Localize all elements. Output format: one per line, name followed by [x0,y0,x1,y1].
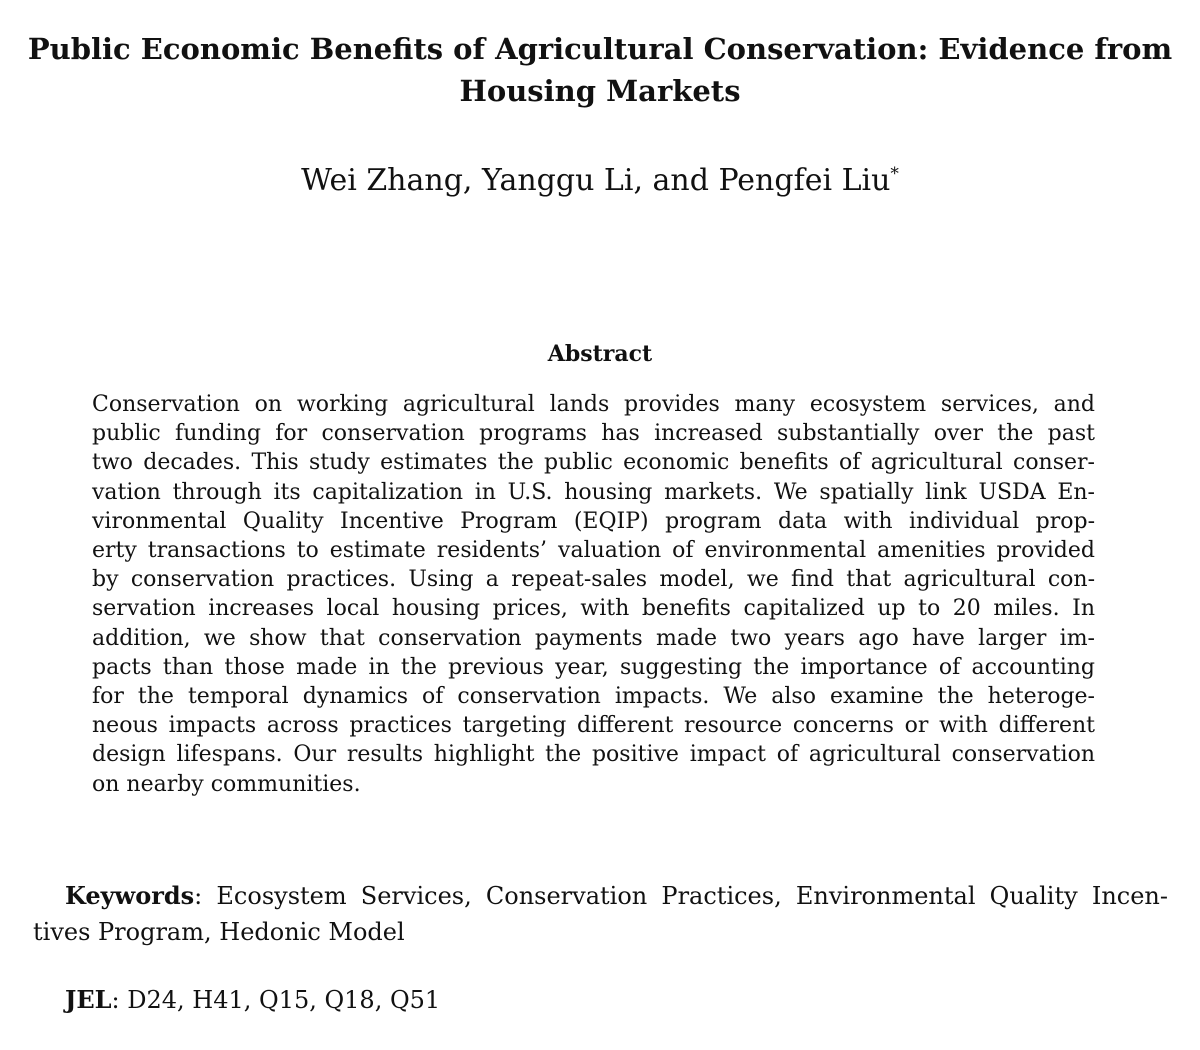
abstract-heading: Abstract [547,341,653,367]
keywords-line-2: tives Program, Hedonic Model [33,918,405,946]
abstract-line: erty transactions to estimate residents’ valuation of environmental amenities provided [92,538,1095,564]
abstract-line: vironmental Quality Incentive Program (EQIP) program data with individual prop- [92,508,1095,534]
abstract-line: servation increases local housing prices, with benefits capitalized up to 20 miles. In [92,596,1095,622]
authors-text: Wei Zhang, Yanggu Li, and Pengfei Liu [301,163,891,198]
keywords-section [33,878,1168,950]
abstract-body [92,390,1095,799]
author-list [0,160,1200,202]
abstract-line: two decades. This study estimates the public economic benefits of agricultural conser- [92,450,1095,476]
keywords-line-1 [33,878,1168,914]
jel-label: JEL [65,985,112,1014]
keywords-label: Keywords [65,881,195,910]
abstract-line: pacts than those made in the previous year, suggesting the importance of accounting [92,654,1095,680]
jel-section [65,982,440,1018]
abstract-line: public funding for conservation programs has increased substantially over the past [92,421,1095,447]
abstract-line: design lifespans. Our results highlight the positive impact of agricultural conservation [92,742,1095,768]
abstract-line: by conservation practices. Using a repeat-sales model, we find that agricultural con- [92,567,1095,593]
abstract-line: neous impacts across practices targeting different resource concerns or with different [92,713,1095,739]
title-line-1: Public Economic Benefits of Agricultural Conservation: Evidence from [27,32,1173,66]
title-line-2: Housing Markets [459,74,741,108]
keywords-text-1: : Ecosystem Services, Conservation Practices, Environmental Quality Incen- [194,882,1168,910]
abstract-line: vation through its capitalization in U.S. housing markets. We spatially link USDA En- [92,479,1095,505]
abstract-line: on nearby communities. [92,771,361,797]
paper-title [20,28,1180,112]
abstract-line: addition, we show that conservation payments made two years ago have larger im- [92,625,1095,651]
abstract-line: for the temporal dynamics of conservation impacts. We also examine the heteroge- [92,684,1095,710]
author-footnote-mark: * [890,164,899,184]
jel-codes: : D24, H41, Q15, Q18, Q51 [111,986,441,1014]
abstract-line: Conservation on working agricultural lands provides many ecosystem services, and [92,392,1095,417]
